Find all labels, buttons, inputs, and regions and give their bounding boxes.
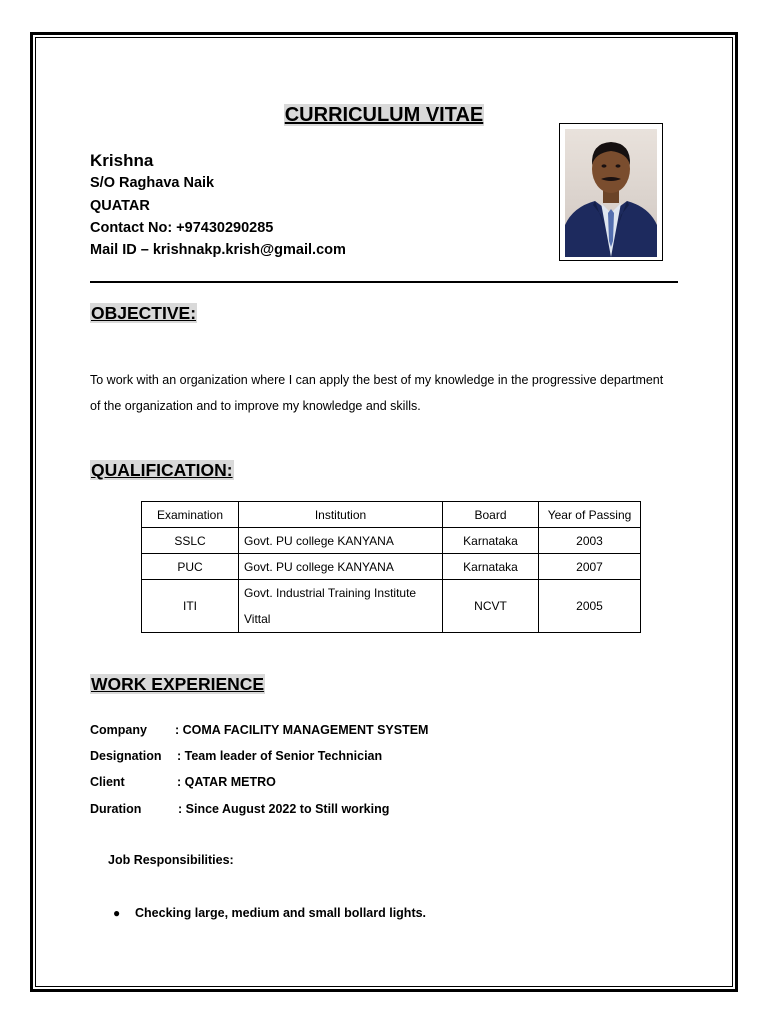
objective-text-line-1: To work with an organization where I can apply the best of my knowledge in the progressive department <box>90 373 664 387</box>
table-cell: Karnataka <box>443 554 539 580</box>
qualification-table <box>141 501 641 633</box>
table-cell: Karnataka <box>443 528 539 554</box>
table-cell: 2007 <box>539 554 641 580</box>
designation-value: : Team leader of Senior Technician <box>177 749 383 763</box>
document-title: CURRICULUM VITAE <box>284 104 484 126</box>
father-name: S/O Raghava Naik <box>90 175 215 191</box>
qualification-heading: QUALIFICATION: <box>91 460 233 480</box>
institution-line: Vittal <box>244 612 271 626</box>
responsibility-item: Checking large, medium and small bollard lights. <box>135 906 427 920</box>
column-header: Examination <box>142 502 239 528</box>
email: Mail ID – krishnakp.krish@gmail.com <box>90 242 346 258</box>
column-header: Institution <box>239 502 443 528</box>
table-row <box>142 580 641 633</box>
institution-line: Govt. Industrial Training Institute <box>244 586 417 600</box>
table-cell: PUC <box>142 554 239 580</box>
table-cell: NCVT <box>443 580 539 633</box>
company-label: Company <box>90 723 147 737</box>
designation-label: Designation <box>90 749 162 763</box>
table-cell: 2005 <box>539 580 641 633</box>
table-cell: Govt. PU college KANYANA <box>239 528 443 554</box>
client-value: : QATAR METRO <box>177 775 276 789</box>
portrait-image <box>565 129 657 257</box>
column-header: Board <box>443 502 539 528</box>
duration-label: Duration <box>90 802 142 816</box>
bullet-icon: ● <box>113 906 121 920</box>
table-cell: Govt. PU college KANYANA <box>239 554 443 580</box>
profile-photo <box>559 123 663 261</box>
contact-number: Contact No: +97430290285 <box>90 220 274 236</box>
header-divider <box>90 281 678 283</box>
company-value: : COMA FACILITY MANAGEMENT SYSTEM <box>175 723 429 737</box>
job-responsibilities-heading: Job Responsibilities: <box>108 853 234 867</box>
client-label: Client <box>90 775 125 789</box>
duration-value: : Since August 2022 to Still working <box>178 802 390 816</box>
location: QUATAR <box>90 198 150 214</box>
table-header-row <box>142 502 641 528</box>
objective-heading: OBJECTIVE: <box>91 303 197 323</box>
table-cell: ITI <box>142 580 239 633</box>
table-cell: 2003 <box>539 528 641 554</box>
column-header: Year of Passing <box>539 502 641 528</box>
table-cell: SSLC <box>142 528 239 554</box>
work-experience-heading: WORK EXPERIENCE <box>91 674 265 694</box>
objective-text-line-2: of the organization and to improve my knowledge and skills. <box>90 399 421 413</box>
candidate-name: Krishna <box>90 151 154 170</box>
table-row <box>142 554 641 580</box>
table-row <box>142 528 641 554</box>
table-cell <box>239 580 443 633</box>
